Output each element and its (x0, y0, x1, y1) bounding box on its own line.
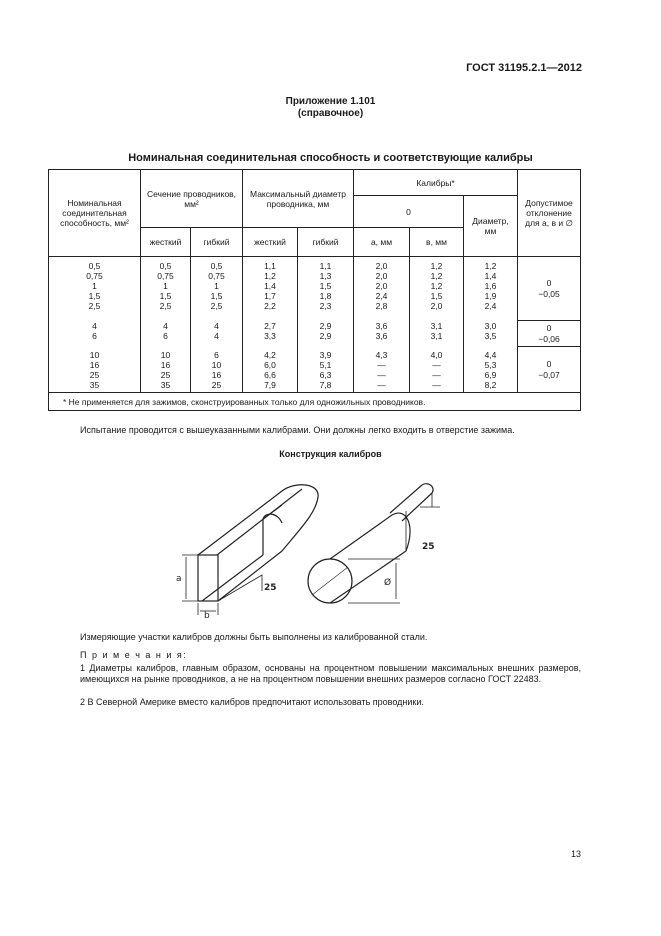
dim-25-right-label: 25 (422, 542, 435, 552)
cell-a: 3,6 3,6 (354, 321, 410, 347)
header-section: Сечение проводников, мм² (141, 170, 243, 228)
cell-sec-flex: 0,5 0,75 1 1,5 2,5 (191, 257, 243, 321)
cell-diam: 4,4 5,3 6,9 8,2 (464, 347, 518, 393)
table-footnote: * Не применяется для зажимов, сконструированных только для одножильных проводников. (49, 393, 581, 411)
gauges-table (48, 169, 581, 411)
cell-b: 1,2 1,2 1,2 1,5 2,0 (410, 257, 464, 321)
notes-title: П р и м е ч а н и я: (80, 650, 188, 660)
cell-b: 4,0 — — — (410, 347, 464, 393)
header-flexible: гибкий (191, 228, 243, 257)
cell-tolerance: 0 −0,06 (518, 321, 581, 347)
header-nominal: Номинальная соединительная способность, мм² (49, 170, 141, 257)
cell-sec-rigid: 4 6 (141, 321, 191, 347)
cell-diam: 1,2 1,4 1,6 1,9 2,4 (464, 257, 518, 321)
cell-diam: 3,0 3,5 (464, 321, 518, 347)
cell-b: 3,1 3,1 (410, 321, 464, 347)
header-b: в, мм (410, 228, 464, 257)
dim-diameter-label: Ø (384, 578, 392, 588)
header-max-diameter: Максимальный диаметр проводника, мм (243, 170, 354, 228)
cell-dia-flex: 2,9 2,9 (298, 321, 354, 347)
round-gauge (308, 484, 440, 603)
header-gauges: Калибры* (354, 170, 518, 196)
cell-nominal: 4 6 (49, 321, 141, 347)
dim-b-label: b (204, 611, 210, 621)
cell-nominal: 10 16 25 35 (49, 347, 141, 393)
cell-dia-flex: 3,9 5,1 6,3 7,8 (298, 347, 354, 393)
note-2: 2 В Северной Америке вместо калибров предпочитают использовать проводники. (80, 697, 424, 707)
cell-dia-flex: 1,1 1,3 1,5 1,8 2,3 (298, 257, 354, 321)
note-1: 1 Диаметры калибров, главным образом, основаны на процентном повышении максимальных внешних размеров, имеющихся на рынке проводников, а не на процентном повышении внешних размеров согласно ГОСТ 22483. (80, 663, 581, 684)
steel-note: Измеряющие участки калибров должны быть выполнены из калиброванной стали. (80, 632, 428, 642)
dim-a-label: a (176, 574, 182, 584)
cell-sec-flex: 4 4 (191, 321, 243, 347)
cell-dia-rigid: 4,2 6,0 6,6 7,9 (243, 347, 298, 393)
dim-25-left-label: 25 (264, 583, 277, 593)
table-row (49, 347, 581, 393)
flat-gauge (182, 485, 318, 615)
header-tolerance: Допустимое отклонение для a, в и ∅ (518, 170, 581, 257)
header-zero: 0 (354, 196, 464, 228)
header-dia-flexible: гибкий (298, 228, 354, 257)
cell-nominal: 0,5 0,75 1 1,5 2,5 (49, 257, 141, 321)
appendix-subtitle: (справочное) (297, 108, 364, 119)
drawing-title: Конструкция калибров (279, 449, 382, 459)
gauges-drawing (170, 463, 470, 623)
table-title: Номинальная соединительная способность и соответствующие калибры (128, 152, 533, 164)
cell-sec-rigid: 0,5 0,75 1 1,5 2,5 (141, 257, 191, 321)
table-row (49, 257, 581, 321)
header-diameter: Диаметр, мм (464, 196, 518, 257)
appendix-title: Приложение 1.101 (285, 96, 376, 107)
header-rigid: жесткий (141, 228, 191, 257)
cell-tolerance: 0 −0,05 (518, 257, 581, 321)
cell-dia-rigid: 1,1 1,2 1,4 1,7 2,2 (243, 257, 298, 321)
cell-dia-rigid: 2,7 3,3 (243, 321, 298, 347)
table-row (49, 321, 581, 347)
cell-tolerance: 0 −0,07 (518, 347, 581, 393)
cell-a: 4,3 — — — (354, 347, 410, 393)
cell-sec-rigid: 10 16 25 35 (141, 347, 191, 393)
cell-sec-flex: 6 10 16 25 (191, 347, 243, 393)
cell-a: 2,0 2,0 2,0 2,4 2,8 (354, 257, 410, 321)
header-a: a, мм (354, 228, 410, 257)
page-number: 13 (570, 849, 581, 859)
standard-number: ГОСТ 31195.2.1—2012 (466, 62, 582, 74)
header-dia-rigid: жесткий (243, 228, 298, 257)
test-note: Испытание проводится с вышеуказанными калибрами. Они должны легко входить в отверстие зажима. (80, 425, 515, 435)
